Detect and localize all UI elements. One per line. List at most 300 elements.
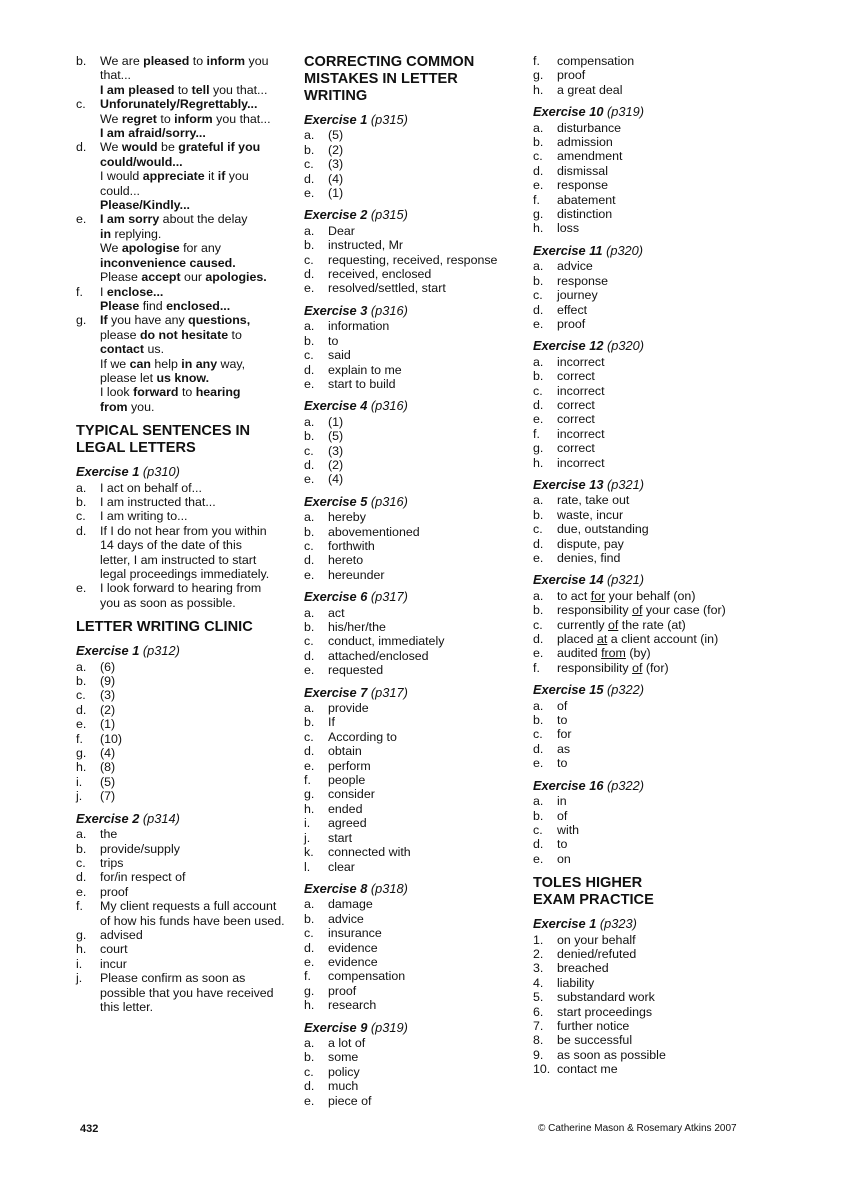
exercise-page-ref: (p315) [370,207,408,223]
answer-line [328,472,519,486]
answer-item [533,456,773,470]
answer-text [328,787,519,801]
exercise-block [533,54,773,97]
answer-letter: d. [304,940,315,955]
exercise-page-ref: (p319) [607,104,645,120]
answer-text [557,537,773,551]
exercise-block [304,113,519,200]
answer-line [557,852,773,866]
exercise-page-ref: (p316) [370,398,408,414]
answer-letter: 2. [533,946,544,961]
exercise-page-ref: (p310) [142,464,180,480]
text-run: correct [557,369,595,384]
answer-section [76,619,286,1014]
text-run: of [557,698,568,713]
text-run: advice [328,911,364,926]
exercise-label: Exercise 4 [304,398,368,414]
answer-item [533,823,773,837]
answer-line [328,787,519,801]
answer-line [557,794,773,808]
answer-item [76,140,286,212]
answer-text [100,732,286,746]
answer-text [328,831,519,845]
answer-item [533,149,773,163]
answer-item [304,1036,519,1050]
text-run: (10) [100,731,123,746]
text-run: this letter. [100,999,154,1014]
answer-text [100,524,286,582]
exercise-page-ref: (p312) [142,643,180,659]
text-run: you. [127,399,155,414]
answer-letter: d. [304,553,315,568]
exercise-block [533,917,773,1076]
answer-letter: j. [76,789,83,804]
answer-letter: a. [533,354,544,369]
answer-letter: j. [76,971,83,986]
answer-item [304,634,519,648]
answer-text [557,1019,773,1033]
column-middle [304,54,519,1108]
text-run: correct [557,397,595,412]
text-run: denies, find [557,551,621,565]
answer-line [328,348,519,362]
answer-text [100,885,286,899]
answer-text [557,990,773,1004]
answer-section [533,54,773,866]
answer-text [557,398,773,412]
text-run: some [328,1050,359,1065]
text-run: incorrect [557,455,605,470]
answer-item [304,759,519,773]
answer-letter: c. [533,288,543,303]
text-run: the [100,827,118,842]
exercise-label: Exercise 7 [304,684,368,700]
answer-letter: d. [76,702,87,717]
answer-line [100,596,286,610]
exercise-block [533,478,773,565]
answer-item [76,789,286,803]
exercise-label: Exercise 15 [533,682,604,698]
text-run: (5) [100,774,116,789]
answer-item [304,897,519,911]
answer-text [100,313,286,414]
exercise-title [304,686,519,700]
bold-phrase: apologise [121,241,180,256]
answer-letter: f. [76,899,83,914]
answer-item [533,756,773,770]
answer-letter: c. [533,522,543,537]
answer-item [533,384,773,398]
answer-letter: a. [304,605,315,620]
answer-line [328,1050,519,1064]
answer-letter: b. [304,620,315,634]
answer-line [100,198,286,212]
answer-text [328,744,519,758]
text-run: information [328,319,390,334]
answer-letter: a. [76,480,87,495]
text-run: correct [557,412,595,427]
exercise-title [533,244,773,258]
answer-text [557,412,773,426]
answer-letter: d. [304,648,315,663]
answer-line [557,1005,773,1019]
answer-text [328,897,519,911]
answer-line [100,385,286,399]
bold-phrase: inform [174,111,213,126]
answer-item [76,842,286,856]
answer-item [76,495,286,509]
answer-text [557,508,773,522]
answer-text [328,802,519,816]
exercise-block [533,573,773,675]
exercise-title [304,113,519,127]
text-run: said [328,348,351,363]
answer-line [557,1062,773,1076]
answer-item [533,193,773,207]
answer-text [328,377,519,391]
answer-item [533,551,773,565]
answer-line [557,178,773,192]
section-heading [76,619,286,636]
text-run: We [100,140,122,155]
answer-text [100,688,286,702]
exercise-label: Exercise 3 [304,302,368,318]
answer-item [533,589,773,603]
answer-text [328,649,519,663]
text-run: that... [100,68,131,83]
answer-item [76,760,286,774]
text-run: dispute, pay [557,536,624,551]
answer-text [328,715,519,729]
answer-line [557,54,773,68]
answer-letter: a. [304,701,315,716]
answer-line [328,730,519,744]
answer-line [557,369,773,383]
answer-letter: a. [533,794,544,809]
answer-letter: 6. [533,1004,544,1019]
answer-letter: c. [304,538,314,553]
answer-letter: d. [76,140,87,155]
answer-line [557,493,773,507]
answer-letter: h. [76,942,87,957]
answer-text [100,942,286,956]
answer-letter: b. [304,429,315,444]
answer-text [100,971,286,1014]
exercise-block [304,686,519,874]
answer-text [328,553,519,567]
answer-letter: a. [304,897,315,912]
answer-line [100,212,286,226]
exercise-block [304,304,519,391]
answer-letter: b. [533,369,544,384]
answer-letter: 8. [533,1033,544,1048]
text-run: conduct, immediately [328,634,445,649]
answer-line [557,618,773,632]
answer-line [557,303,773,317]
answer-letter: h. [533,221,544,236]
answer-text [100,481,286,495]
exercise-label: Exercise 1 [76,464,140,480]
text-run: If I do not hear from you within [100,523,267,538]
answer-text [557,221,773,235]
answer-item [533,121,773,135]
text-run: (4) [328,472,344,487]
answer-line [328,319,519,333]
text-run: start to build [328,376,396,391]
answer-item [304,334,519,348]
answer-line [557,823,773,837]
exercise-block [533,105,773,236]
answer-text [328,663,519,677]
bold-phrase: inform [206,54,246,68]
text-run: be [157,140,179,155]
answer-letter: b. [304,333,315,348]
text-run: I [100,284,107,299]
answer-line [100,68,286,82]
answer-item [304,568,519,582]
text-run: requesting, received, response [328,252,498,267]
section-heading-line: MISTAKES IN LETTER WRITING [304,71,458,104]
text-run: hereby [328,510,366,525]
answer-letter: d. [304,457,315,472]
text-run: placed [557,632,597,647]
answer-line [328,444,519,458]
text-run: Please confirm as soon as [100,971,246,986]
answer-letter: b. [76,674,87,689]
answer-text [328,172,519,186]
text-run: compensation [557,54,635,68]
underlined-word: at [596,632,608,647]
answer-text [557,603,773,617]
answer-text [557,522,773,536]
text-run: the rate (at) [618,617,686,632]
bold-phrase: pleased [143,54,190,68]
answer-line [328,969,519,983]
section-heading-line: LETTER WRITING CLINIC [76,619,253,636]
answer-item [533,412,773,426]
answer-letter: l. [304,859,311,874]
answer-text [100,703,286,717]
exercise-label: Exercise 9 [304,1019,368,1035]
answer-item [533,398,773,412]
answer-item [533,178,773,192]
answer-item [304,802,519,816]
answer-text [328,444,519,458]
answer-item [304,1079,519,1093]
answer-line [100,775,286,789]
answer-item [533,259,773,273]
answer-line [328,1079,519,1093]
answer-line [328,897,519,911]
answer-item [533,164,773,178]
answer-line [557,603,773,617]
exercise-page-ref: (p323) [599,916,637,932]
exercise-title [304,590,519,604]
text-run: response [557,273,608,288]
answer-line [557,522,773,536]
answer-item [533,537,773,551]
text-run: distinction [557,207,613,222]
answer-item [533,427,773,441]
column-right [533,54,773,1077]
answer-text [100,660,286,674]
bold-phrase: Unforunately/Regrettably... [100,97,258,112]
answer-item [533,68,773,82]
answer-line [100,885,286,899]
answer-letter: e. [76,717,87,732]
answer-item [304,845,519,859]
answer-letter: e. [533,551,544,565]
answer-item [533,493,773,507]
answer-line [100,899,286,913]
answer-letter: b. [304,238,315,253]
answer-letter: c. [304,252,314,267]
text-run: (by) [625,646,651,661]
answer-letter: e. [76,884,87,899]
exercise-title [76,644,286,658]
text-run: We are [100,54,144,68]
text-run: I am writing to... [100,509,188,524]
answer-item [533,522,773,536]
answer-line [557,756,773,770]
answer-item [76,870,286,884]
answer-item [304,539,519,553]
text-run: further notice [557,1018,630,1033]
text-run: breached [557,961,609,976]
bold-phrase: apologies. [205,270,267,285]
answer-item [76,54,286,97]
text-run: research [328,998,377,1013]
answer-item [533,303,773,317]
text-run: My client requests a full account [100,899,277,914]
text-run: about the delay [159,212,248,227]
answer-text [100,581,286,610]
text-run: with [557,822,580,837]
text-run: compensation [328,969,406,984]
answer-line [328,802,519,816]
answer-text [328,984,519,998]
exercise-title [76,465,286,479]
answer-letter: i. [304,816,311,831]
answer-item [304,649,519,663]
answer-letter: c. [304,348,314,363]
answer-text [328,955,519,969]
text-run: please let [100,370,157,385]
answer-line [557,837,773,851]
answer-text [100,827,286,841]
answer-text [100,285,286,314]
text-run: currently [557,617,608,632]
answer-letter: c. [76,509,86,524]
answer-line [100,126,286,140]
answer-text [557,742,773,756]
text-run: (3) [328,443,344,458]
answer-letter: a. [76,659,87,674]
answer-text [328,1036,519,1050]
answer-line [328,941,519,955]
text-run: provide [328,701,369,716]
answer-line [328,845,519,859]
answer-text [557,178,773,192]
answer-text [557,121,773,135]
bold-phrase: regret [121,111,157,126]
exercise-title [304,495,519,509]
bold-phrase: I am [100,82,129,97]
answer-line [100,538,286,552]
text-run: (3) [100,688,116,703]
text-run: substandard work [557,990,655,1005]
answer-text [557,976,773,990]
answer-line [328,912,519,926]
answer-item [533,1062,773,1076]
text-run: policy [328,1064,360,1079]
answer-line [557,207,773,221]
answer-item [304,224,519,238]
answer-text [557,589,773,603]
answer-letter: g. [533,441,544,456]
answer-letter: b. [76,494,87,509]
answer-letter: e. [304,663,315,678]
text-run: denied/refuted [557,946,637,961]
text-run: (8) [100,760,116,775]
answer-letter: b. [533,808,544,823]
answer-letter: h. [304,801,315,816]
answer-letter: b. [533,713,544,728]
answer-item [533,207,773,221]
answer-text [557,756,773,770]
text-run: you [245,54,269,68]
text-run: (3) [328,157,344,172]
text-run: court [100,942,128,957]
text-run: consider [328,787,375,802]
answer-item [533,1019,773,1033]
text-run: disturbance [557,120,622,135]
text-run: attached/enclosed [328,648,429,663]
exercise-block [304,882,519,1013]
bold-phrase: accept [141,270,181,285]
answer-line [328,568,519,582]
answer-item [533,632,773,646]
text-run: to [228,327,242,342]
answer-letter: e. [304,472,315,487]
text-run: you as soon as possible. [100,595,236,610]
answer-item [304,998,519,1012]
answer-line [100,112,286,126]
answer-item [76,509,286,523]
answer-item [304,730,519,744]
answer-line [328,744,519,758]
answer-text [100,212,286,284]
answer-line [557,288,773,302]
answer-line [100,328,286,342]
answer-letter: f. [533,192,540,207]
answer-letter: e. [533,178,544,193]
text-run: proof [557,316,586,331]
text-run: our [180,270,206,285]
section-heading-line: EXAM PRACTICE [533,892,654,909]
answer-letter: d. [533,302,544,317]
answer-text [557,441,773,455]
answer-text [328,620,519,634]
answer-line [100,789,286,803]
exercise-label: Exercise 6 [304,589,368,605]
answer-line [328,415,519,429]
answer-line [557,646,773,660]
answer-line [557,809,773,823]
text-run: it [204,169,218,184]
answer-letter: 5. [533,990,544,1005]
answer-line [557,398,773,412]
